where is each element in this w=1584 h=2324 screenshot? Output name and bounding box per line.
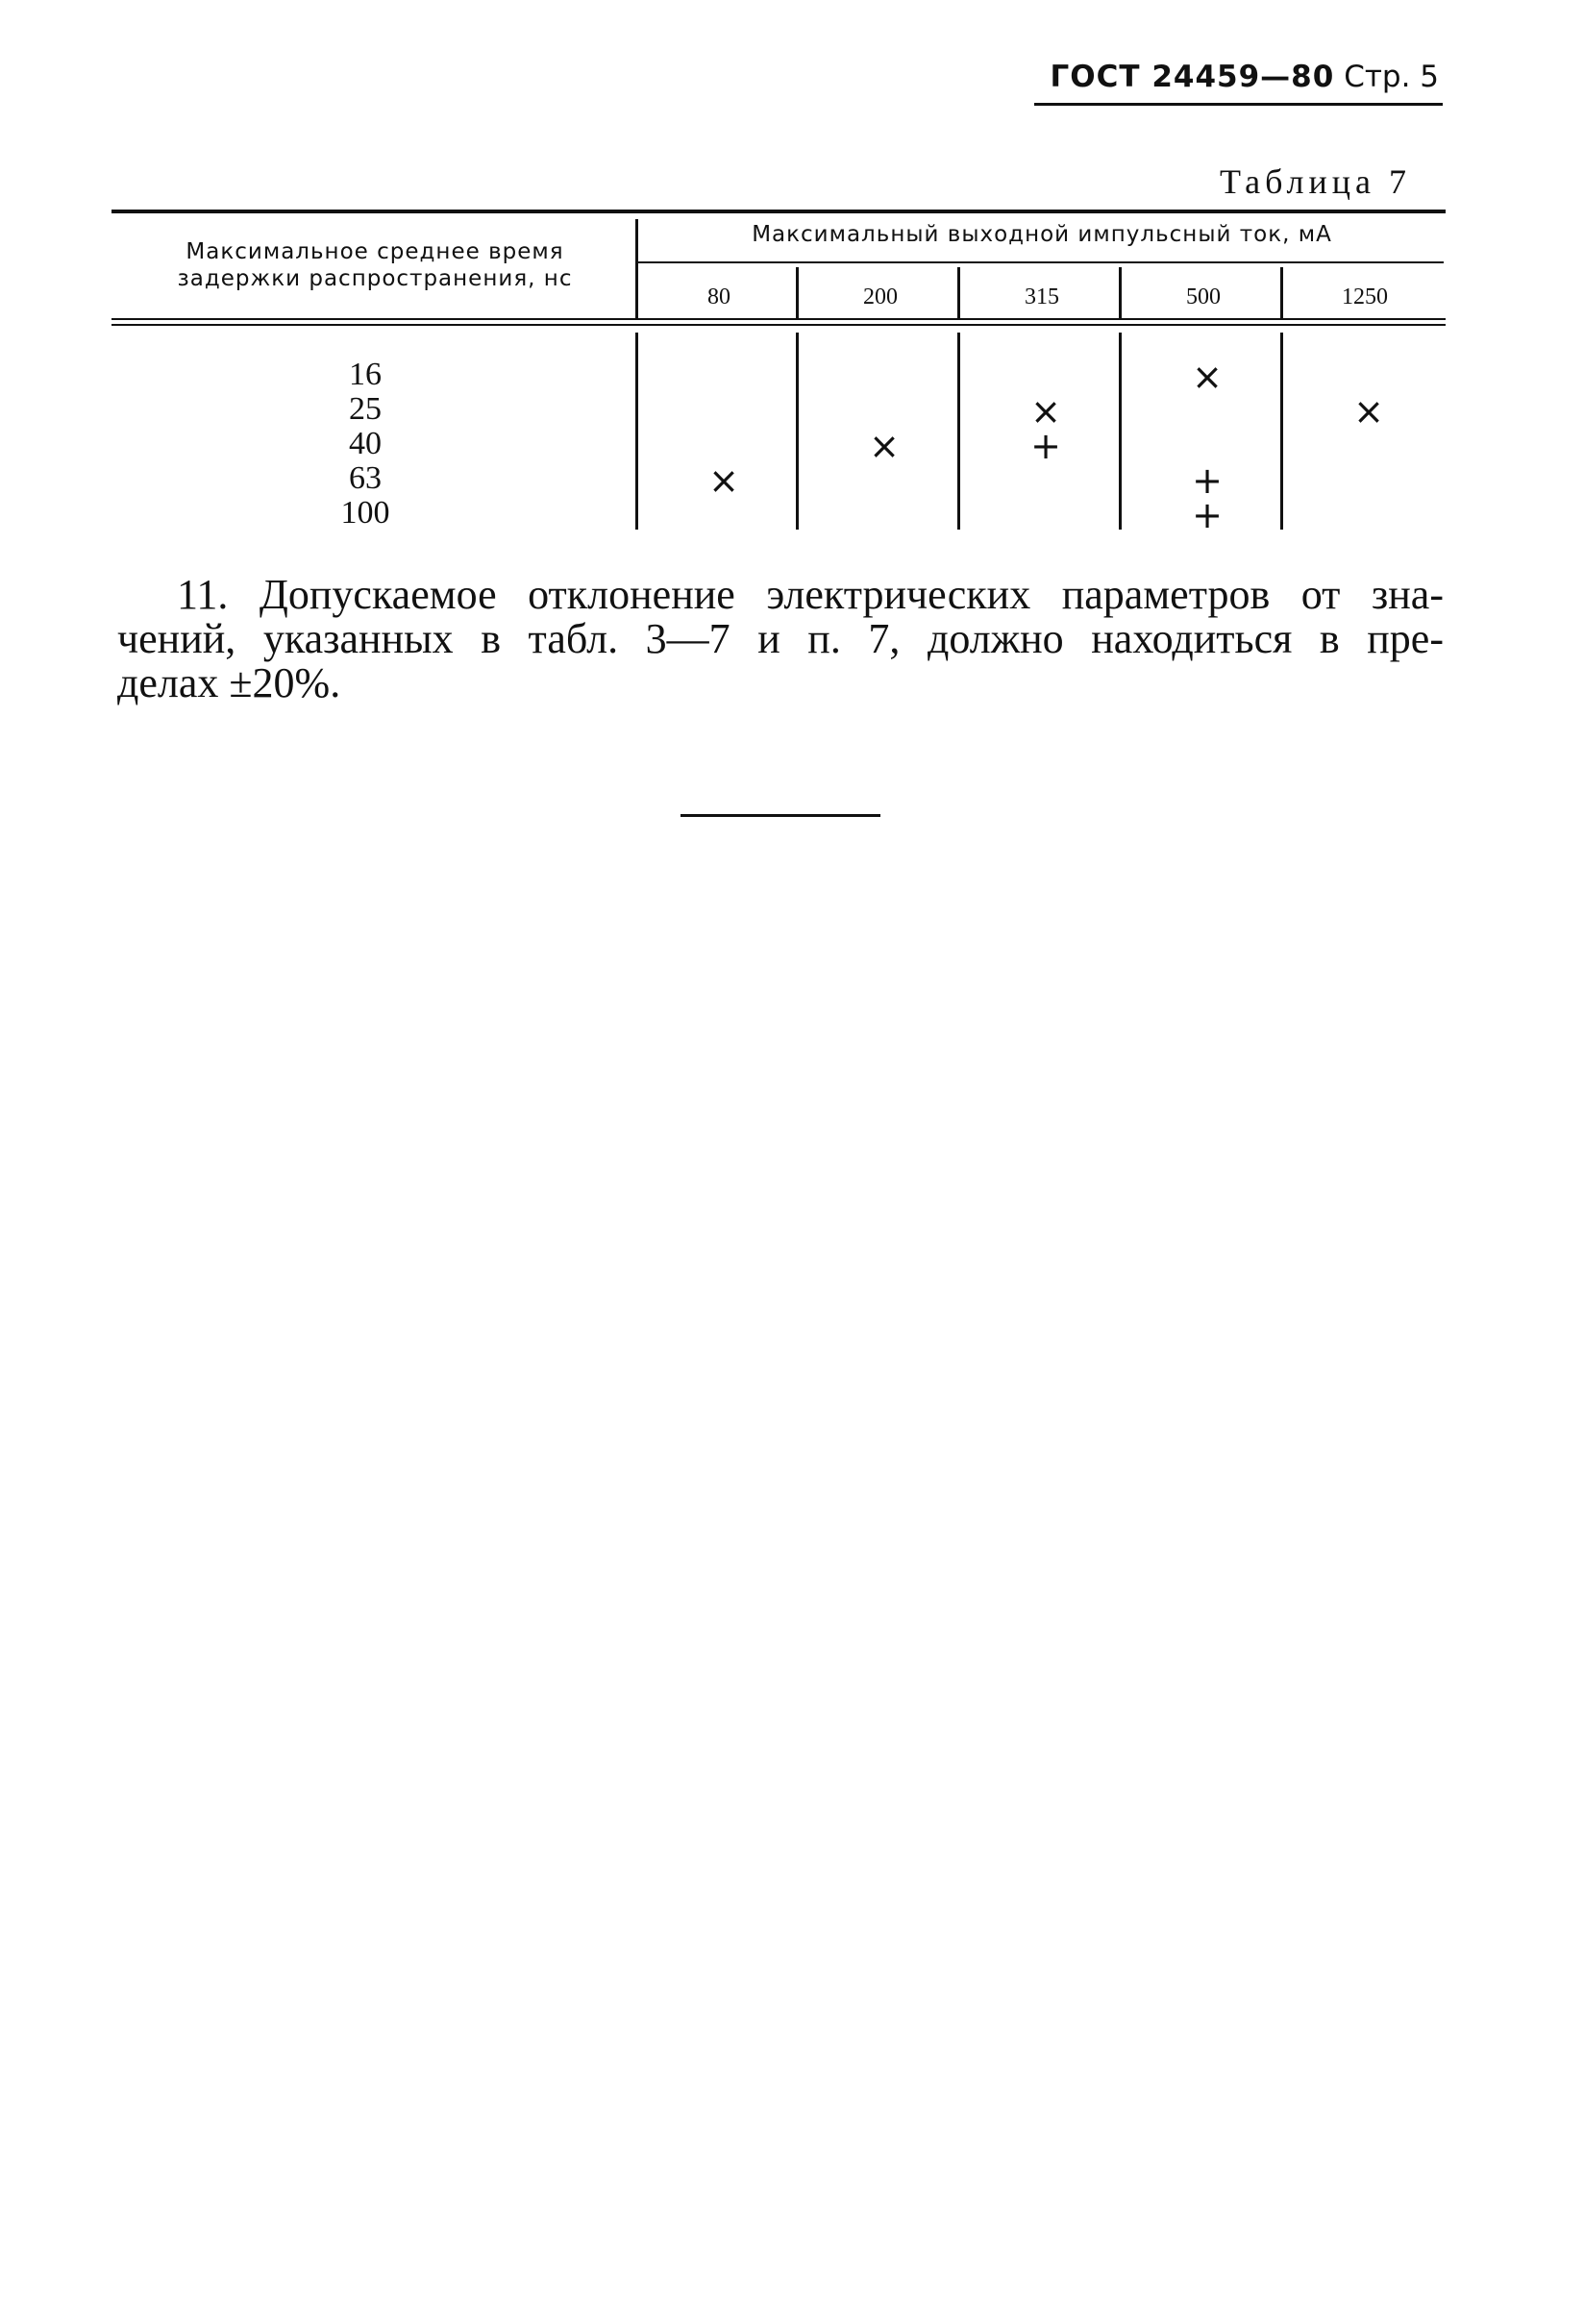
- paragraph-line: 11. Допускаемое отклонение электрических параметров от зна-: [177, 571, 1444, 618]
- row-label: 40: [349, 426, 382, 461]
- column-header: 1250: [1342, 284, 1388, 309]
- column-divider: [1280, 333, 1283, 530]
- table-title: Таблица 7: [1220, 162, 1411, 201]
- plus-mark: +: [1030, 425, 1061, 467]
- row-header-line: Максимальное среднее время: [186, 239, 564, 264]
- column-divider: [957, 333, 960, 530]
- row-label: 25: [349, 391, 382, 427]
- cross-mark: ×: [1030, 390, 1061, 433]
- page-header: [1034, 60, 1443, 106]
- plus-mark: +: [1192, 459, 1223, 502]
- body-separator-left: [635, 333, 638, 530]
- header-bottom-rule-2: [111, 324, 1446, 326]
- header-bottom-rule-1: [111, 318, 1446, 320]
- group-header: Максимальный выходной импульсный ток, мА: [752, 222, 1332, 247]
- row-label: 63: [349, 460, 382, 496]
- standard-number: ГОСТ 24459—80: [1050, 60, 1335, 94]
- column-divider: [796, 333, 799, 530]
- paragraph-line: чений, указанных в табл. 3—7 и п. 7, должно находиться в пре-: [117, 615, 1444, 662]
- row-header: [115, 238, 634, 292]
- cross-mark: ×: [1353, 390, 1384, 433]
- plus-mark: +: [1192, 494, 1223, 536]
- column-header: 500: [1186, 284, 1221, 309]
- column-divider: [1119, 333, 1122, 530]
- column-divider: [796, 267, 799, 319]
- row-label: 16: [349, 357, 382, 392]
- page-number: Стр. 5: [1344, 60, 1439, 94]
- header-separator-left: [635, 219, 638, 319]
- row-label: 100: [340, 495, 390, 531]
- table-top-rule: [111, 210, 1446, 213]
- cross-mark: ×: [1192, 356, 1223, 398]
- cross-mark: ×: [708, 459, 739, 502]
- column-divider: [957, 267, 960, 319]
- column-header: 200: [863, 284, 898, 309]
- column-header: 80: [707, 284, 730, 309]
- paragraph-11: [117, 573, 1444, 705]
- end-rule: [681, 814, 880, 817]
- row-header-line: задержки распространения, нс: [177, 266, 573, 291]
- paragraph-line: делах ±20%.: [117, 659, 341, 706]
- group-header-rule: [636, 261, 1444, 263]
- column-divider: [1119, 267, 1122, 319]
- cross-mark: ×: [869, 425, 900, 467]
- column-header: 315: [1025, 284, 1059, 309]
- column-divider: [1280, 267, 1283, 319]
